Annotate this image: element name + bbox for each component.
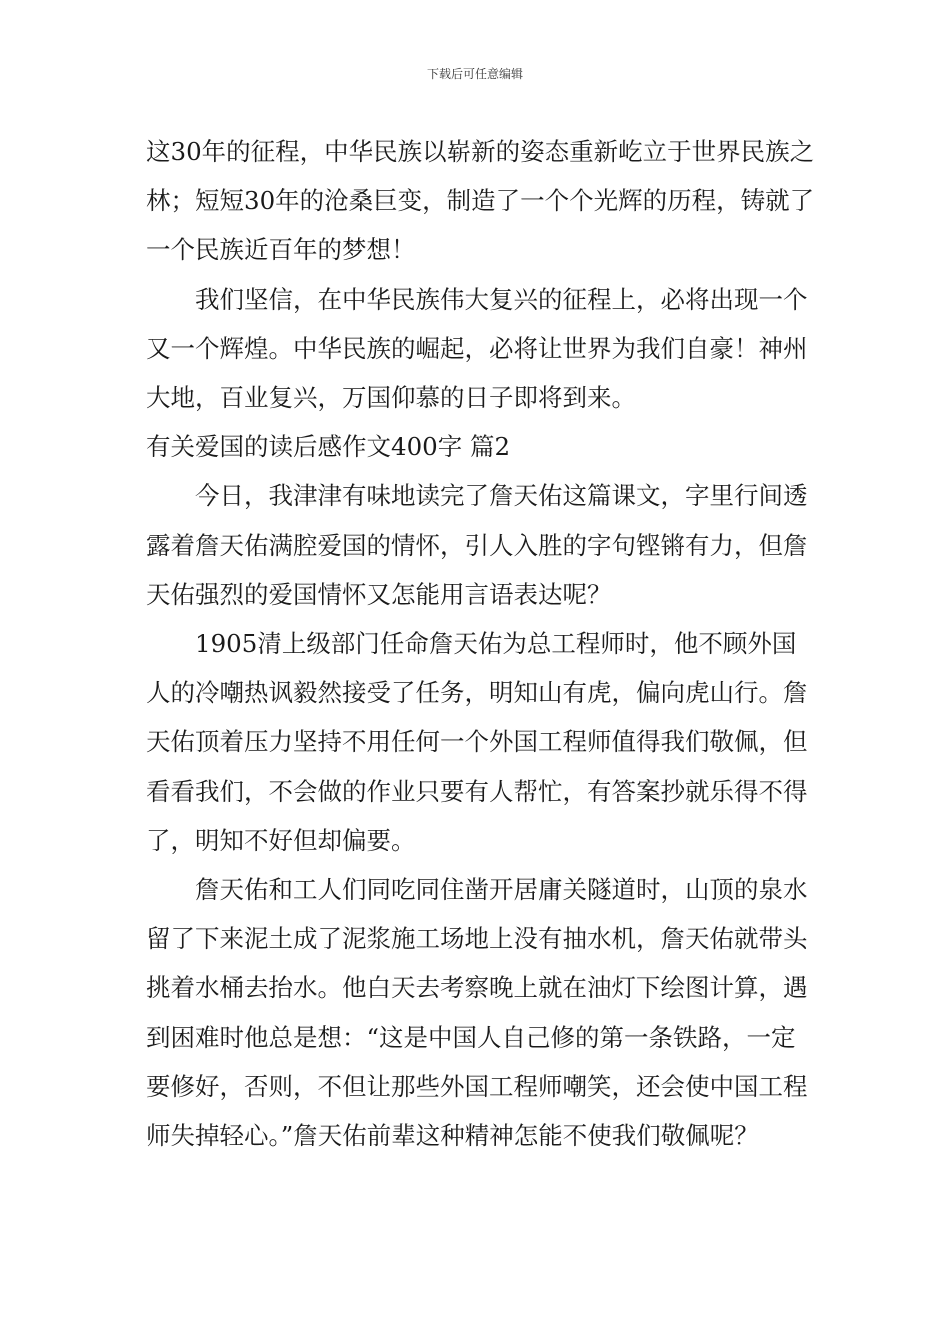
paragraph-1: 这30年的征程，中华民族以崭新的姿态重新屹立于世界民族之林；短短30年的沧桑巨变，制造了一个个光辉的历程，铸就了一个民族近百年的梦想！ bbox=[146, 137, 815, 265]
paragraph-5: 詹天佑和工人们同吃同住凿开居庸关隧道时，山顶的泉水留了下来泥土成了泥浆施工场地上没有抽水机，詹天佑就带头挑着水桶去抬水。他白天去考察晚上就在油灯下绘图计算，遇到困难时他总是想：“这是中国人自己修的第一条铁路，一定要修好，否则，不但让那些外国工程师嘲笑，还会使中国工程师失掉轻心。”詹天佑前辈这种精神怎能不使我们敬佩呢？ bbox=[146, 875, 808, 1151]
section-heading: 有关爱国的读后感作文400字 篇2 bbox=[146, 432, 511, 462]
paragraph-2: 我们坚信，在中华民族伟大复兴的征程上，必将出现一个又一个辉煌。中华民族的崛起，必将让世界为我们自豪！神州大地，百业复兴，万国仰慕的日子即将到来。 bbox=[146, 284, 808, 413]
paragraph-3: 今日，我津津有味地读完了詹天佑这篇课文，字里行间透露着詹天佑满腔爱国的情怀，引人入胜的字句铿锵有力，但詹天佑强烈的爱国情怀又怎能用言语表达呢？ bbox=[146, 481, 808, 609]
paragraph-4: 1905清上级部门任命詹天佑为总工程师时，他不顾外国人的冷嘲热讽毅然接受了任务，明知山有虎，偏向虎山行。詹天佑顶着压力坚持不用任何一个外国工程师值得我们敬佩，但看看我们，不会做的作业只要有人帮忙，有答案抄就乐得不得了，明知不好但却偏要。 bbox=[146, 629, 808, 855]
document-body bbox=[146, 127, 816, 1160]
page-header-note: 下载后可任意编辑 bbox=[426, 67, 523, 81]
